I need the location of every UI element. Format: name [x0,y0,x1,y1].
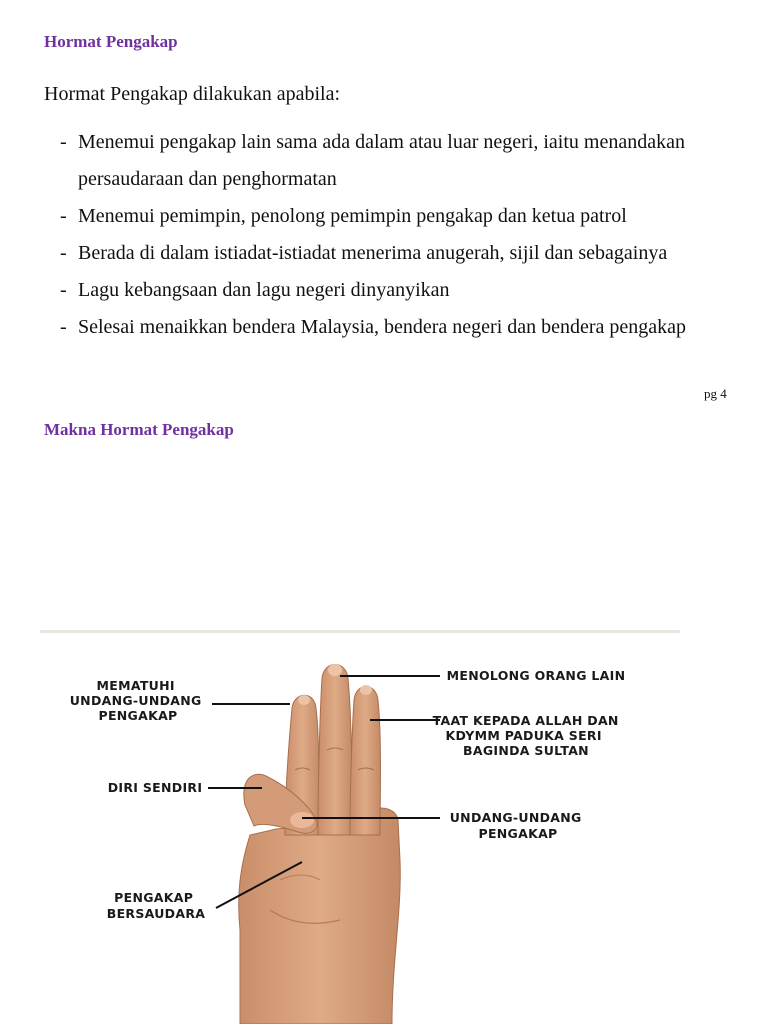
scout-salute-diagram [40,630,680,1024]
label-diri-sendiri: DIRI SENDIRI [107,780,203,795]
label-menolong: MENOLONG ORANG LAIN [446,668,626,683]
occasion-list [60,124,740,346]
label-taat: TAAT KEPADA ALLAH DAN KDYMM PADUKA SERI BAGINDA SULTAN [432,713,619,758]
figure-top-edge [40,630,680,633]
list-item: - Selesai menaikkan bendera Malaysia, bendera negeri dan bendera pengakap [60,309,740,346]
list-item: - Lagu kebangsaan dan lagu negeri dinyanyikan [60,272,740,309]
section-title-hormat: Hormat Pengakap [44,32,178,51]
list-dash: - [60,279,67,301]
thumb-nail [290,812,314,828]
list-item: - Menemui pengakap lain sama ada dalam atau luar negeri, iaitu menandakan persaudaraan dan penghormatan [60,124,740,198]
hand-illustration [239,664,401,1024]
nail-index [298,695,310,705]
list-dash: - [60,205,67,227]
intro-text: Hormat Pengakap dilakukan apabila: [44,83,341,105]
section-title-makna: Makna Hormat Pengakap [44,420,234,439]
list-dash: - [60,316,67,338]
nail-ring [360,685,372,695]
page-number: pg 4 [704,386,727,401]
label-mematuhi: MEMATUHI UNDANG-UNDANG PENGAKAP [69,678,202,723]
list-item: - Menemui pemimpin, penolong pemimpin pengakap dan ketua patrol [60,198,740,235]
label-pengakap-bersaudara: PENGAKAP BERSAUDARA [106,890,206,921]
list-dash: - [60,242,67,264]
nail-middle [328,664,342,676]
list-item: - Berada di dalam istiadat-istiadat menerima anugerah, sijil dan sebagainya [60,235,740,272]
list-dash: - [60,131,67,153]
label-undang-undang: UNDANG-UNDANG PENGAKAP [449,810,582,841]
